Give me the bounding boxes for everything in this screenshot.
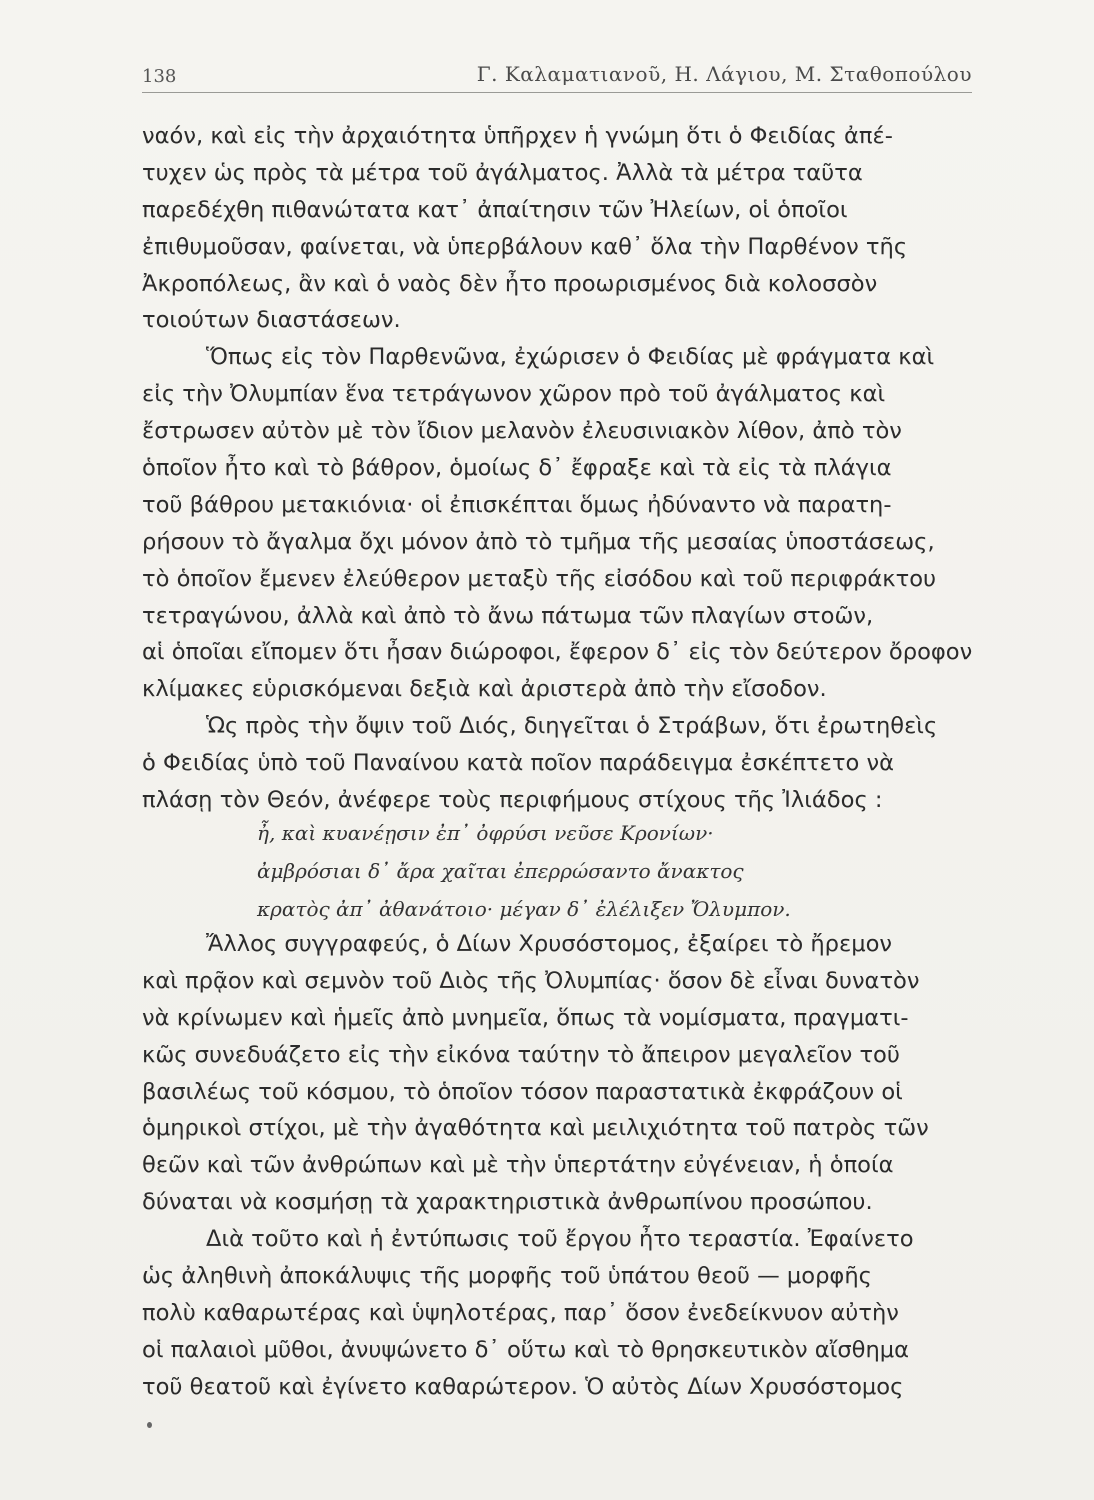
text-line: τὸ ὁποῖον ἔμενεν ἐλεύθερον μεταξὺ τῆς εἰσόδου καὶ τοῦ περιφράκτου [142,565,937,592]
text-line: εἰς τὴν Ὀλυμπίαν ἕνα τετράγωνον χῶρον πρὸ τοῦ ἀγάλματος καὶ [142,381,886,408]
text-line: οἱ παλαιοὶ μῦθοι, ἀνυψώνετο δ᾽ οὕτω καὶ τὸ θρησκευτικὸν αἴσθημα [142,1336,910,1363]
text-line: ἐπιθυμοῦσαν, φαίνεται, νὰ ὑπερβάλουν καθ᾽ ὅλα τὴν Παρθένον τῆς [142,233,908,260]
body-text-lower [142,926,987,1406]
text-line: αἱ ὁποῖαι εἴπομεν ὅτι ἦσαν διώροφοι, ἔφερον δ᾽ εἰς τὸν δεύτερον ὄροφον [142,639,973,666]
text-line: θεῶν καὶ τῶν ἀνθρώπων καὶ μὲ τὴν ὑπερτάτην εὐγένειαν, ἡ ὁποία [142,1152,894,1179]
text-line: πλάσῃ τὸν Θεόν, ἀνέφερε τοὺς περιφήμους στίχους τῆς Ἰλιάδος : [142,787,883,814]
text-line: Ὡς πρὸς τὴν ὄψιν τοῦ Διός, διηγεῖται ὁ Στράβων, ὅτι ἐρωτηθεὶς [206,713,938,740]
text-line: τυχεν ὡς πρὸς τὰ μέτρα τοῦ ἀγάλματος. Ἀλλὰ τὰ μέτρα ταῦτα [142,159,863,186]
verse-line: ἀμβρόσιαι δ᾽ ἄρα χαῖται ἐπερρώσαντο ἄνακτος [257,859,744,883]
text-line: δύναται νὰ κοσμήσῃ τὰ χαρακτηριστικὰ ἀνθρωπίνου προσώπου. [142,1189,873,1216]
verse-line: ἦ, καὶ κυανέῃσιν ἐπ᾽ ὀφρύσι νεῦσε Κρονίων· [257,821,714,845]
text-line: τοῦ θεατοῦ καὶ ἐγίνετο καθαρώτερον. Ὁ αὐτὸς Δίων Χρυσόστομος [142,1373,904,1400]
page-number: 138 [142,66,177,87]
text-line: Ὅπως εἰς τὸν Παρθενῶνα, ἐχώρισεν ὁ Φειδίας μὲ φράγματα καὶ [206,344,935,371]
text-line: ὡς ἀληθινὴ ἀποκάλυψις τῆς μορφῆς τοῦ ὑπάτου θεοῦ — μορφῆς [142,1263,872,1290]
text-line: ρήσουν τὸ ἄγαλμα ὄχι μόνον ἀπὸ τὸ τμῆμα τῆς μεσαίας ὑποστάσεως, [142,528,935,555]
text-line: ὁμηρικοὶ στίχοι, μὲ τὴν ἀγαθότητα καὶ μειλιχιότητα τοῦ πατρὸς τῶν [142,1115,929,1142]
page-header [142,52,972,93]
text-line: τοῦ βάθρου μετακιόνια· οἱ ἐπισκέπται ὅμως ἠδύναντο νὰ παρατη- [142,491,892,518]
verse-line: κρατὸς ἀπ᾽ ἀθανάτοιο· μέγαν δ᾽ ἐλέλιξεν Ὄλυμπον. [257,897,791,921]
text-line: ὁποῖον ἦτο καὶ τὸ βάθρον, ὁμοίως δ᾽ ἔφραξε καὶ τὰ εἰς τὰ πλάγια [142,455,892,482]
text-line: πολὺ καθαρωτέρας καὶ ὑψηλοτέρας, παρ᾽ ὅσον ἐνεδείκνυον αὐτὴν [142,1299,899,1326]
text-line: νὰ κρίνωμεν καὶ ἡμεῖς ἀπὸ μνημεῖα, ὅπως τὰ νομίσματα, πραγματι- [142,1004,909,1031]
scan-speck [147,1422,152,1428]
text-line: Ἀκροπόλεως, ἂν καὶ ὁ ναὸς δὲν ἦτο προωρισμένος διὰ κολοσσὸν [142,270,878,297]
text-line: τετραγώνου, ἀλλὰ καὶ ἀπὸ τὸ ἄνω πάτωμα τῶν πλαγίων στοῶν, [142,602,874,629]
text-line: ὁ Φειδίας ὑπὸ τοῦ Παναίνου κατὰ ποῖον παράδειγμα ἐσκέπτετο νὰ [142,750,894,777]
text-line: Ἄλλος συγγραφεύς, ὁ Δίων Χρυσόστομος, ἐξαίρει τὸ ἤρεμον [206,931,893,957]
text-line: ἔστρωσεν αὐτὸν μὲ τὸν ἴδιον μελανὸν ἐλευσινιακὸν λίθον, ἀπὸ τὸν [142,418,902,445]
text-line: Διὰ τοῦτο καὶ ἡ ἐντύπωσις τοῦ ἔργου ἦτο τεραστία. Ἐφαίνετο [206,1226,914,1253]
text-line: κλίμακες εὑρισκόμεναι δεξιὰ καὶ ἀριστερὰ ἀπὸ τὴν εἴσοδον. [142,676,827,703]
text-line: βασιλέως τοῦ κόσμου, τὸ ὁποῖον τόσον παραστατικὰ ἐκφράζουν οἱ [142,1078,903,1105]
text-line: παρεδέχθη πιθανώτατα κατ᾽ ἀπαίτησιν τῶν Ἠλείων, οἱ ὁποῖοι [142,196,848,223]
text-line: κῶς συνεδυάζετο εἰς τὴν εἰκόνα ταύτην τὸ ἄπειρον μεγαλεῖον τοῦ [142,1041,900,1068]
text-line: ναόν, καὶ εἰς τὴν ἀρχαιότητα ὑπῆρχεν ἡ γνώμη ὅτι ὁ Φειδίας ἀπέ- [142,123,893,149]
text-line: τοιούτων διαστάσεων. [142,307,401,334]
text-line: καὶ πρᾷον καὶ σεμνὸν τοῦ Διὸς τῆς Ὀλυμπίας· ὅσον δὲ εἶναι δυνατὸν [142,967,920,994]
running-head: Γ. Καλαματιανοῦ, Η. Λάγιου, Μ. Σταθοπούλου [476,62,972,86]
body-text-upper [142,118,987,819]
homeric-verse-quote [257,814,957,928]
